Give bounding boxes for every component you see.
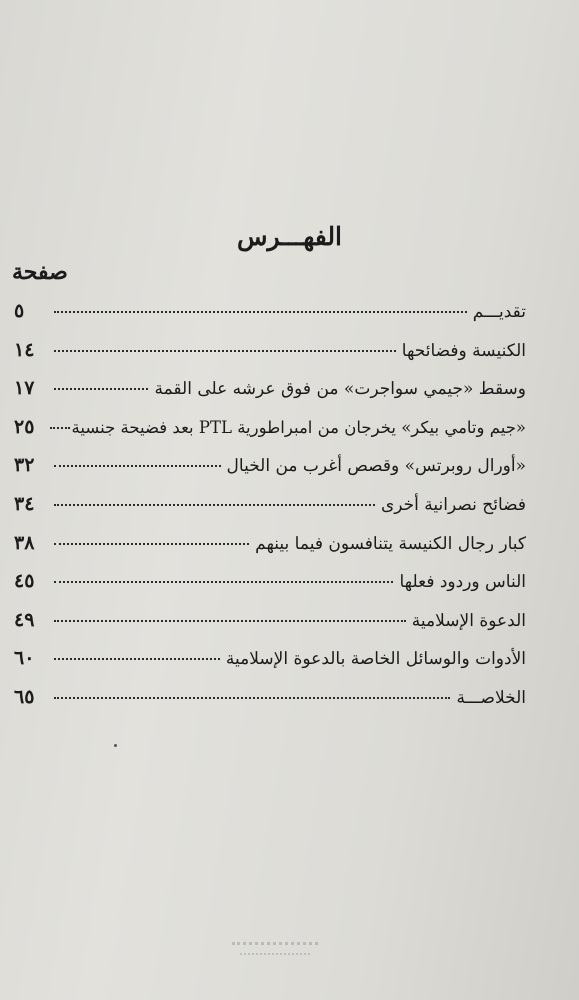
toc-entry-page: ٦٠ [14, 647, 35, 670]
toc-entry-title: «أورال روبرتس» وقصص أغرب من الخيال [226, 456, 526, 477]
toc-entry-title: الدعوة الإسلامية [411, 610, 526, 631]
toc-entry-page: ٣٨ [14, 531, 35, 554]
toc-entry [14, 416, 526, 455]
toc-entry-title: «جيم وتامي بيكر» يخرجان من امبراطورية PTL بعد فضيحة جنسية [71, 417, 526, 437]
toc-entry-title: كبار رجال الكنيسة يتنافسون فيما بينهم [255, 533, 526, 554]
toc-entry-page: ٣٤ [14, 492, 35, 515]
toc-entry [14, 686, 526, 725]
toc-entry-page: ٤٩ [14, 608, 35, 631]
toc-entry-title: الكنيسة وفضائحها [401, 340, 526, 361]
toc-entry [14, 647, 526, 686]
dot-leader [54, 696, 450, 699]
toc-entry-page: ٣٢ [14, 454, 35, 477]
toc-entry-page: ١٧ [14, 377, 35, 400]
toc-entry-page: ٦٥ [14, 685, 35, 708]
toc-entry-title: الخلاصـــة [456, 687, 526, 708]
dot-leader [54, 464, 221, 467]
page-title: الفهـــرس [236, 222, 343, 251]
dot-leader [54, 619, 406, 622]
toc-entry-page: ٢٥ [14, 415, 35, 438]
toc-entry [14, 300, 526, 339]
ink-speck [114, 744, 117, 747]
dot-leader [54, 349, 396, 352]
dot-leader [54, 542, 249, 545]
dot-leader [50, 426, 70, 429]
page-column-header: صفحة [12, 259, 68, 285]
faded-stamp-mark [232, 942, 318, 964]
toc-entry [14, 493, 526, 532]
table-of-contents [14, 300, 526, 725]
toc-entry-title: الناس وردود فعلها [399, 572, 526, 593]
toc-entry-page: ١٤ [14, 338, 35, 361]
toc-entry-title: وسقط «جيمي سواجرت» من فوق عرشه على القمة [154, 379, 526, 400]
toc-entry-title: فضائح نصرانية أخرى [380, 494, 526, 515]
dot-leader [54, 310, 467, 313]
toc-entry-page: ٥ [14, 300, 25, 322]
toc-entry [14, 454, 526, 493]
toc-entry [14, 377, 526, 416]
dot-leader [54, 503, 375, 506]
toc-entry [14, 532, 526, 571]
toc-entry [14, 609, 526, 648]
toc-entry-title: تقديـــم [472, 302, 526, 322]
dot-leader [54, 580, 393, 583]
toc-entry-page: ٤٥ [14, 570, 35, 593]
toc-entry [14, 570, 526, 609]
dot-leader [54, 387, 148, 390]
toc-entry [14, 339, 526, 378]
dot-leader [54, 657, 220, 660]
toc-entry-title: الأدوات والوسائل الخاصة بالدعوة الإسلامية [225, 649, 526, 670]
